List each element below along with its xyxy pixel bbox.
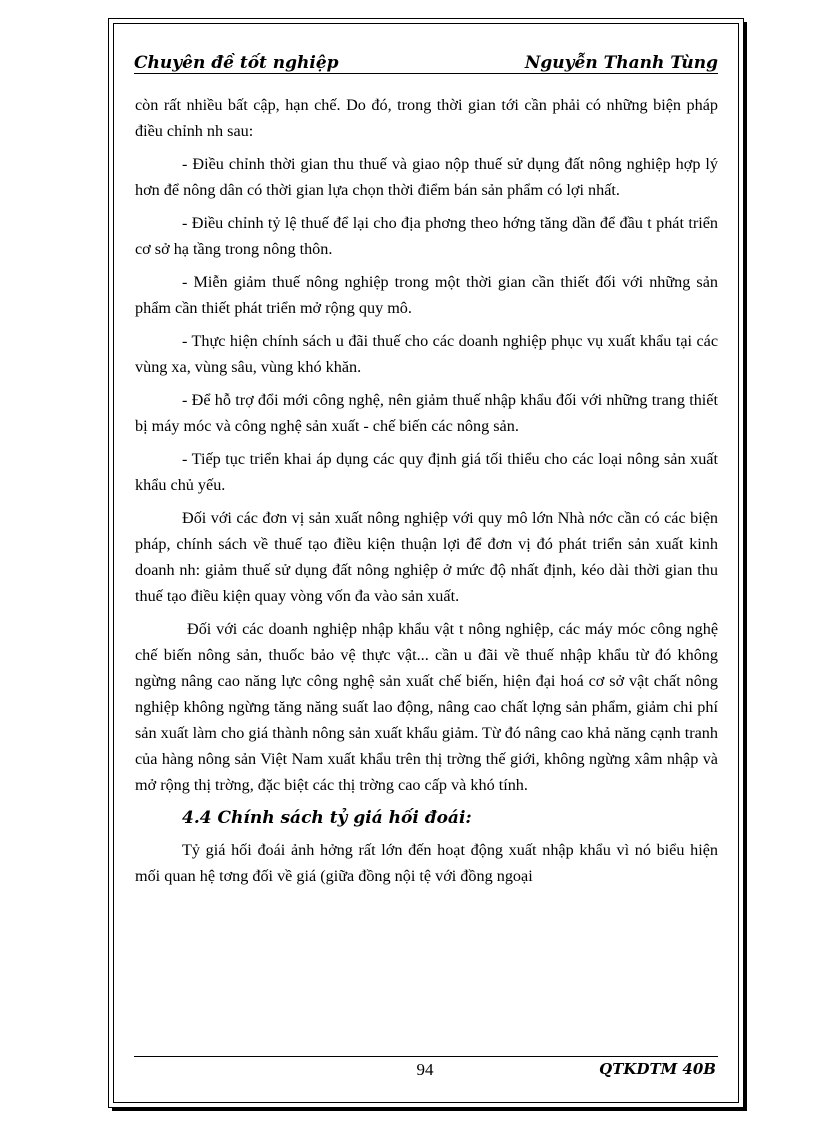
paragraph: - Điều chỉnh tỷ lệ thuế để lại cho địa phơng theo hớng tăng dần để đầu t phát triển cơ sở hạ tầng trong nông thôn. xyxy=(135,214,718,258)
header-document-type: Chuyên đề tốt nghiệp xyxy=(134,53,339,73)
paragraph: - Miễn giảm thuế nông nghiệp trong một thời gian cần thiết đối với những sản phẩm cần thiết phát triển mở rộng quy mô. xyxy=(135,273,718,317)
paragraph: Đối với các đơn vị sản xuất nông nghiệp với quy mô lớn Nhà nớc cần có các biện pháp, chính sách về thuế tạo điều kiện thuận lợi để đơn vị đó phát triển sản xuất kinh doanh nh: giảm thuế sử dụng đất nông nghiệp ở mức độ nhất định, kéo dài thời gian thu thuế tạo điều kiện quay vòng vốn đa vào sản xuất. xyxy=(135,509,718,605)
paragraph: - Điều chỉnh thời gian thu thuế và giao nộp thuế sử dụng đất nông nghiệp hợp lý hơn để nông dân có thời gian lựa chọn thời điểm bán sản phẩm có lợi nhất. xyxy=(135,155,718,199)
paragraph: Tỷ giá hối đoái ảnh hởng rất lớn đến hoạt động xuất nhập khẩu vì nó biểu hiện mối quan hệ tơng đối về giá (giữa đồng nội tệ với đồng ngoại xyxy=(135,841,718,885)
page-border-shadow-bottom xyxy=(112,1108,747,1111)
paragraph: - Để hỗ trợ đổi mới công nghệ, nên giảm thuế nhập khẩu đối với những trang thiết bị máy móc và công nghệ sản xuất - chế biến các nông sản. xyxy=(135,391,718,435)
paragraph: Đối với các doanh nghiệp nhập khẩu vật t nông nghiệp, các máy móc công nghệ chế biến nông sản, thuốc bảo vệ thực vật... cần u đãi về thuế nhập khẩu từ đó không ngừng nâng cao năng lực công nghệ sản xuất chế biến, hiện đại hoá cơ sở vật chất nông nghiệp không ngừng tăng năng suất lao động, nâng cao chất lợng sản phẩm, giảm chi phí sản xuất làm cho giá thành nông sản xuất khẩu giảm. Từ đó nâng cao khả năng cạnh tranh của hàng nông sản Việt Nam xuất khẩu trên thị trờng thế giới, không ngừng xâm nhập và mở rộng thị trờng, đặc biệt các thị trờng cao cấp và khó tính. xyxy=(135,620,718,794)
page-border-shadow-right xyxy=(744,22,747,1111)
footer-rule xyxy=(134,1056,718,1057)
document-body xyxy=(135,92,718,896)
paragraph: còn rất nhiều bất cập, hạn chế. Do đó, trong thời gian tới cần phải có những biện pháp điều chỉnh nh sau: xyxy=(135,96,718,140)
paragraph: - Tiếp tục triển khai áp dụng các quy định giá tối thiểu cho các loại nông sản xuất khẩu chủ yếu. xyxy=(135,450,718,494)
page-header xyxy=(134,47,718,73)
paragraph: - Thực hiện chính sách u đãi thuế cho các doanh nghiệp phục vụ xuất khẩu tại các vùng xa, vùng sâu, vùng khó khăn. xyxy=(135,332,718,376)
page-number: 94 xyxy=(416,1060,434,1079)
section-heading: 4.4 Chính sách tỷ giá hối đoái: xyxy=(182,808,472,828)
footer-class-code: QTKDTM 40B xyxy=(599,1060,716,1078)
header-author: Nguyễn Thanh Tùng xyxy=(524,53,718,73)
header-rule xyxy=(134,73,718,74)
